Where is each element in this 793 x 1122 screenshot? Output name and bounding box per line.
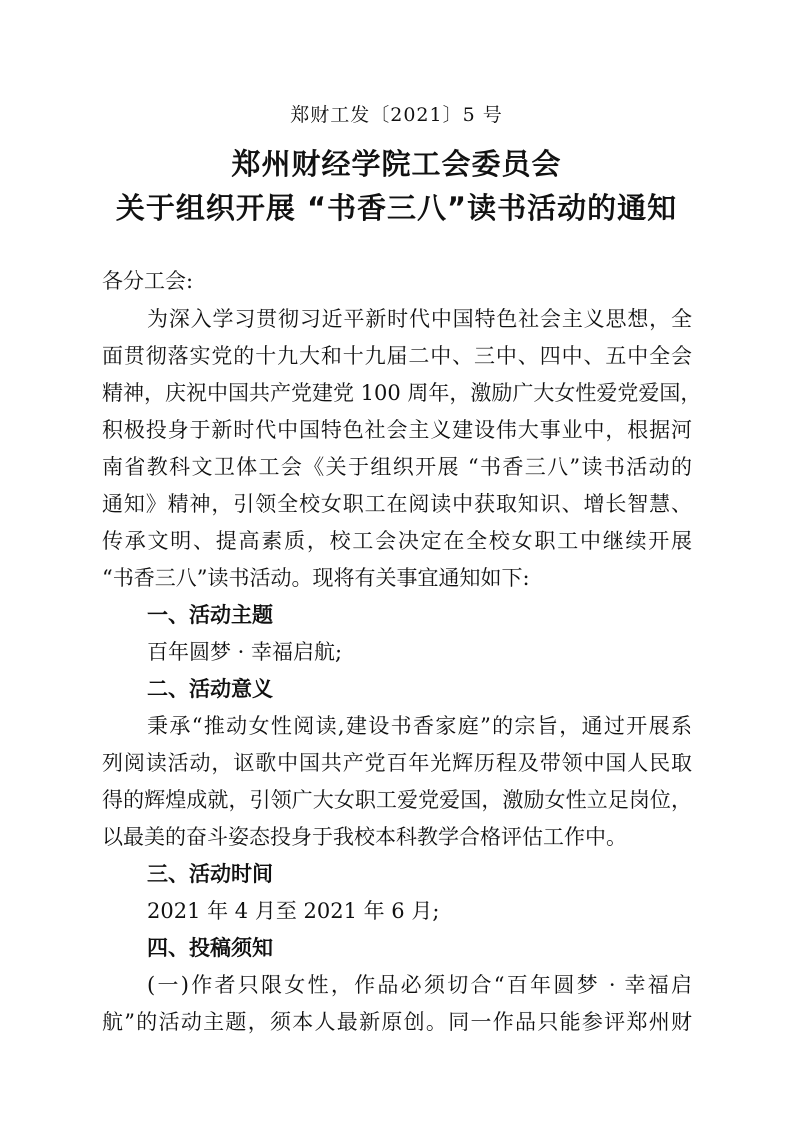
document-number: 郑财工发〔2021〕5 号 bbox=[290, 104, 503, 126]
intro-line: 南省教科文卫体工会《关于组织开展 “书香三八”读书活动的 bbox=[102, 455, 692, 479]
section-2-heading: 二、活动意义 bbox=[147, 677, 273, 701]
section-4-line: (一)作者只限女性，作品必须切合“百年圆梦 · 幸福启 bbox=[147, 973, 692, 997]
intro-line: 精神，庆祝中国共产党建党 100 周年，激励广大女性爱党爱国， bbox=[102, 381, 702, 405]
section-4-heading: 四、投稿须知 bbox=[147, 936, 273, 960]
intro-line: “书香三八”读书活动。现将有关事宜通知如下: bbox=[102, 566, 530, 590]
intro-line: 为深入学习贯彻习近平新时代中国特色社会主义思想，全 bbox=[147, 307, 692, 331]
salutation: 各分工会: bbox=[102, 269, 194, 293]
section-3-text: 2021 年 4 月至 2021 年 6 月; bbox=[147, 899, 440, 923]
intro-line: 通知》精神，引领全校女职工在阅读中获取知识、增长智慧、 bbox=[102, 492, 692, 516]
section-2-line: 列阅读活动，讴歌中国共产党百年光辉历程及带领中国人民取 bbox=[102, 751, 692, 775]
section-4-line: 航”的活动主题，须本人最新原创。同一作品只能参评郑州财 bbox=[102, 1010, 692, 1034]
intro-line: 面贯彻落实党的十九大和十九届二中、三中、四中、五中全会 bbox=[102, 344, 692, 368]
section-2-line: 以最美的奋斗姿态投身于我校本科教学合格评估工作中。 bbox=[102, 825, 627, 849]
section-2-line: 得的辉煌成就，引领广大女职工爱党爱国，激励女性立足岗位， bbox=[102, 788, 692, 812]
section-3-heading: 三、活动时间 bbox=[147, 862, 273, 886]
section-1-text: 百年圆梦 · 幸福启航; bbox=[147, 640, 343, 664]
intro-line: 传承文明、提高素质，校工会决定在全校女职工中继续开展 bbox=[102, 529, 692, 553]
section-2-line: 秉承“推动女性阅读,建设书香家庭”的宗旨，通过开展系 bbox=[147, 714, 692, 738]
intro-line: 积极投身于新时代中国特色社会主义建设伟大事业中，根据河 bbox=[102, 418, 692, 442]
title-line-2: 关于组织开展 “书香三八”读书活动的通知 bbox=[115, 191, 678, 225]
title-line-1: 郑州财经学院工会委员会 bbox=[231, 147, 562, 181]
section-1-heading: 一、活动主题 bbox=[147, 603, 273, 627]
